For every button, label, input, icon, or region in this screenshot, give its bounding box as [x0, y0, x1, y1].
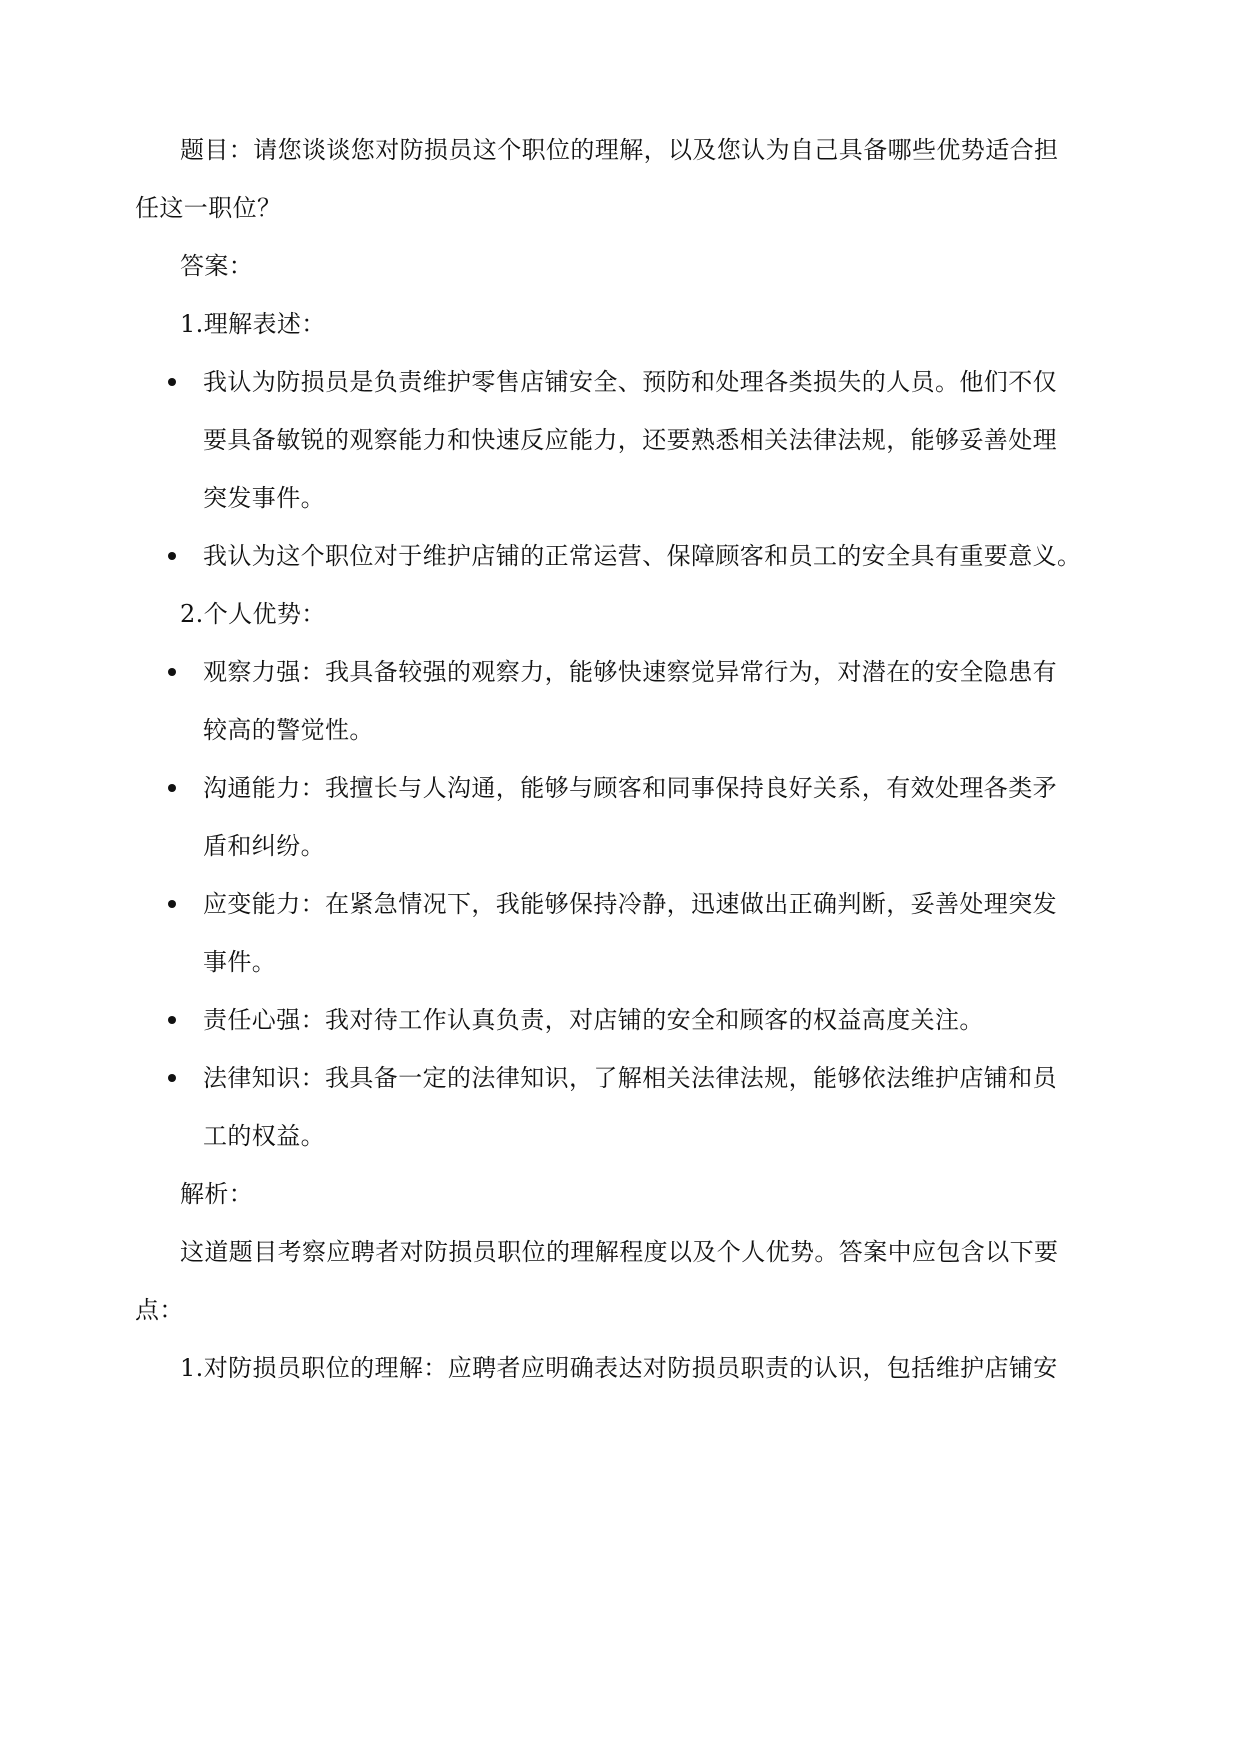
bullet-marker: [168, 1074, 176, 1082]
section2-heading: 2.个人优势：: [180, 600, 326, 628]
section2-bullet1-line1: 观察力强：我具备较强的观察力，能够快速察觉异常行为，对潜在的安全隐患有: [203, 658, 1057, 686]
section1-bullet1-line1: 我认为防损员是负责维护零售店铺安全、预防和处理各类损失的人员。他们不仅: [203, 368, 1057, 396]
analysis-label: 解析：: [180, 1180, 254, 1208]
section2-bullet4-line1: 责任心强：我对待工作认真负责，对店铺的安全和顾客的权益高度关注。: [203, 1006, 984, 1034]
bullet-marker: [168, 552, 176, 560]
section1-bullet1-line2: 要具备敏锐的观察能力和快速反应能力，还要熟悉相关法律法规，能够妥善处理: [203, 426, 1057, 454]
section2-bullet1-line2: 较高的警觉性。: [203, 716, 374, 744]
question-line-1: 题目：请您谈谈您对防损员这个职位的理解，以及您认为自己具备哪些优势适合担: [180, 136, 1059, 164]
question-line-2: 任这一职位？: [135, 194, 282, 222]
section2-bullet2-line2: 盾和纠纷。: [203, 832, 325, 860]
analysis-paragraph-line-1: 这道题目考察应聘者对防损员职位的理解程度以及个人优势。答案中应包含以下要: [180, 1238, 1059, 1266]
section2-bullet5-line2: 工的权益。: [203, 1122, 325, 1150]
bullet-marker: [168, 668, 176, 676]
bullet-marker: [168, 784, 176, 792]
answer-label: 答案：: [180, 252, 254, 280]
section2-bullet2-line1: 沟通能力：我擅长与人沟通，能够与顾客和同事保持良好关系，有效处理各类矛: [203, 774, 1057, 802]
bullet-marker: [168, 1016, 176, 1024]
section2-bullet3-line1: 应变能力：在紧急情况下，我能够保持冷静，迅速做出正确判断，妥善处理突发: [203, 890, 1057, 918]
analysis-paragraph-line-2: 点：: [135, 1296, 184, 1324]
section1-bullet1-line3: 突发事件。: [203, 484, 325, 512]
section2-bullet5-line1: 法律知识：我具备一定的法律知识，了解相关法律法规，能够依法维护店铺和员: [203, 1064, 1057, 1092]
section1-bullet2-line1: 我认为这个职位对于维护店铺的正常运营、保障顾客和员工的安全具有重要意义。: [203, 542, 1082, 570]
section2-bullet3-line2: 事件。: [203, 948, 277, 976]
bullet-marker: [168, 900, 176, 908]
section1-heading: 1.理解表述：: [180, 310, 326, 338]
bullet-marker: [168, 378, 176, 386]
analysis-point-1: 1.对防损员职位的理解：应聘者应明确表达对防损员职责的认识，包括维护店铺安: [180, 1354, 1058, 1382]
